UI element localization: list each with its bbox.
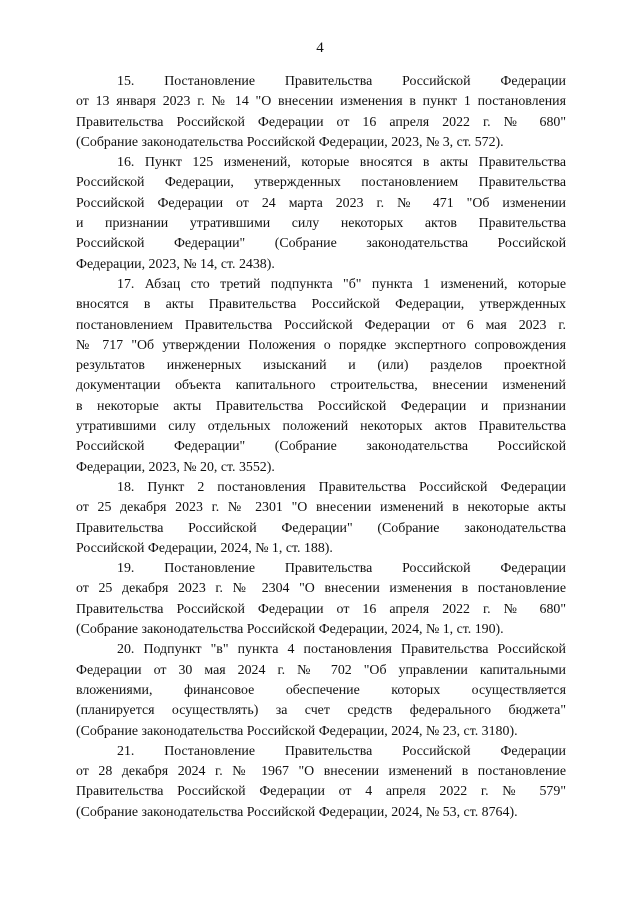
- text-line: Российской Федерации" (Собрание законодательства Российской: [76, 439, 566, 455]
- text-line: от 28 декабря 2024 г. № 1967 "О внесении изменений в постановление: [76, 764, 566, 780]
- text-line: 15. Постановление Правительства Российской Федерации: [117, 74, 566, 89]
- list-item: [76, 559, 566, 640]
- text-line: (Собрание законодательства Российской Федерации, 2024, № 53, ст. 8764).: [76, 804, 518, 820]
- list-item: [76, 742, 566, 823]
- text-line: Российской Федерации" (Собрание законодательства Российской: [76, 236, 566, 252]
- text-line: Федерации от 30 мая 2024 г. № 702 "Об управлении капитальными: [76, 662, 566, 678]
- text-line: 16. Пункт 125 изменений, которые вносятся в акты Правительства: [117, 155, 566, 171]
- text-line: Правительства Российской Федерации от 16 апреля 2022 г. № 680": [76, 114, 566, 130]
- text-line: Российской Федерации от 24 марта 2023 г. № 471 "Об изменении: [76, 195, 566, 211]
- text-line: Федерации, 2023, № 14, ст. 2438).: [76, 256, 275, 272]
- page-number: 4: [316, 40, 324, 56]
- text-line: 18. Пункт 2 постановления Правительства Российской Федерации: [117, 479, 566, 495]
- text-line: результатов инженерных изысканий и (или) разделов проектной: [76, 358, 566, 374]
- text-line: вносятся в акты Правительства Российской Федерации, утвержденных: [76, 297, 566, 313]
- text-line: Федерации, 2023, № 20, ст. 3552).: [76, 459, 275, 475]
- text-line: от 25 декабря 2023 г. № 2301 "О внесении изменений в некоторые акты: [76, 500, 566, 516]
- text-line: документации объекта капитального строительства, внесении изменений: [76, 378, 566, 394]
- text-line: 19. Постановление Правительства Российской Федерации: [117, 561, 566, 577]
- list-item: [76, 640, 566, 741]
- text-line: постановлением Правительства Российской Федерации от 6 мая 2023 г.: [76, 317, 566, 333]
- text-line: в некоторые акты Правительства Российской Федерации и признании: [76, 398, 566, 414]
- text-line: Правительства Российской Федерации от 4 апреля 2022 г. № 579": [76, 784, 566, 800]
- text-line: 17. Абзац сто третий подпункта "б" пункта 1 изменений, которые: [117, 276, 566, 292]
- text-line: 20. Подпункт "в" пункта 4 постановления Правительства Российской: [117, 642, 566, 658]
- text-line: (Собрание законодательства Российской Федерации, 2024, № 1, ст. 190).: [76, 622, 504, 638]
- list-item: [76, 478, 566, 559]
- text-line: (Собрание законодательства Российской Федерации, 2023, № 3, ст. 572).: [76, 134, 504, 150]
- list-item: [76, 153, 566, 275]
- text-line: вложениями, финансовое обеспечение которых осуществляется: [76, 682, 566, 698]
- text-line: от 25 декабря 2023 г. № 2304 "О внесении изменения в постановление: [76, 581, 566, 597]
- text-line: Правительства Российской Федерации" (Собрание законодательства: [76, 520, 566, 536]
- text-line: Российской Федерации, 2024, № 1, ст. 188).: [76, 540, 333, 556]
- text-line: 21. Постановление Правительства Российской Федерации: [117, 743, 566, 759]
- text-line: № 717 "Об утверждении Положения о порядке экспертного сопровождения: [76, 337, 566, 353]
- document-body: [76, 72, 566, 823]
- list-item: [76, 275, 566, 478]
- text-line: (планируется осуществлять) за счет средств федерального бюджета": [76, 703, 566, 719]
- text-line: Правительства Российской Федерации от 16 апреля 2022 г. № 680": [76, 601, 566, 617]
- text-line: утратившими силу отдельных положений некоторых актов Правительства: [76, 419, 566, 435]
- text-line: Российской Федерации, утвержденных постановлением Правительства: [76, 175, 566, 191]
- text-line: (Собрание законодательства Российской Федерации, 2024, № 23, ст. 3180).: [76, 723, 518, 739]
- text-line: и признании утратившими силу некоторых актов Правительства: [76, 216, 566, 232]
- list-item: [76, 72, 566, 153]
- text-line: от 13 января 2023 г. № 14 "О внесении изменения в пункт 1 постановления: [76, 94, 566, 110]
